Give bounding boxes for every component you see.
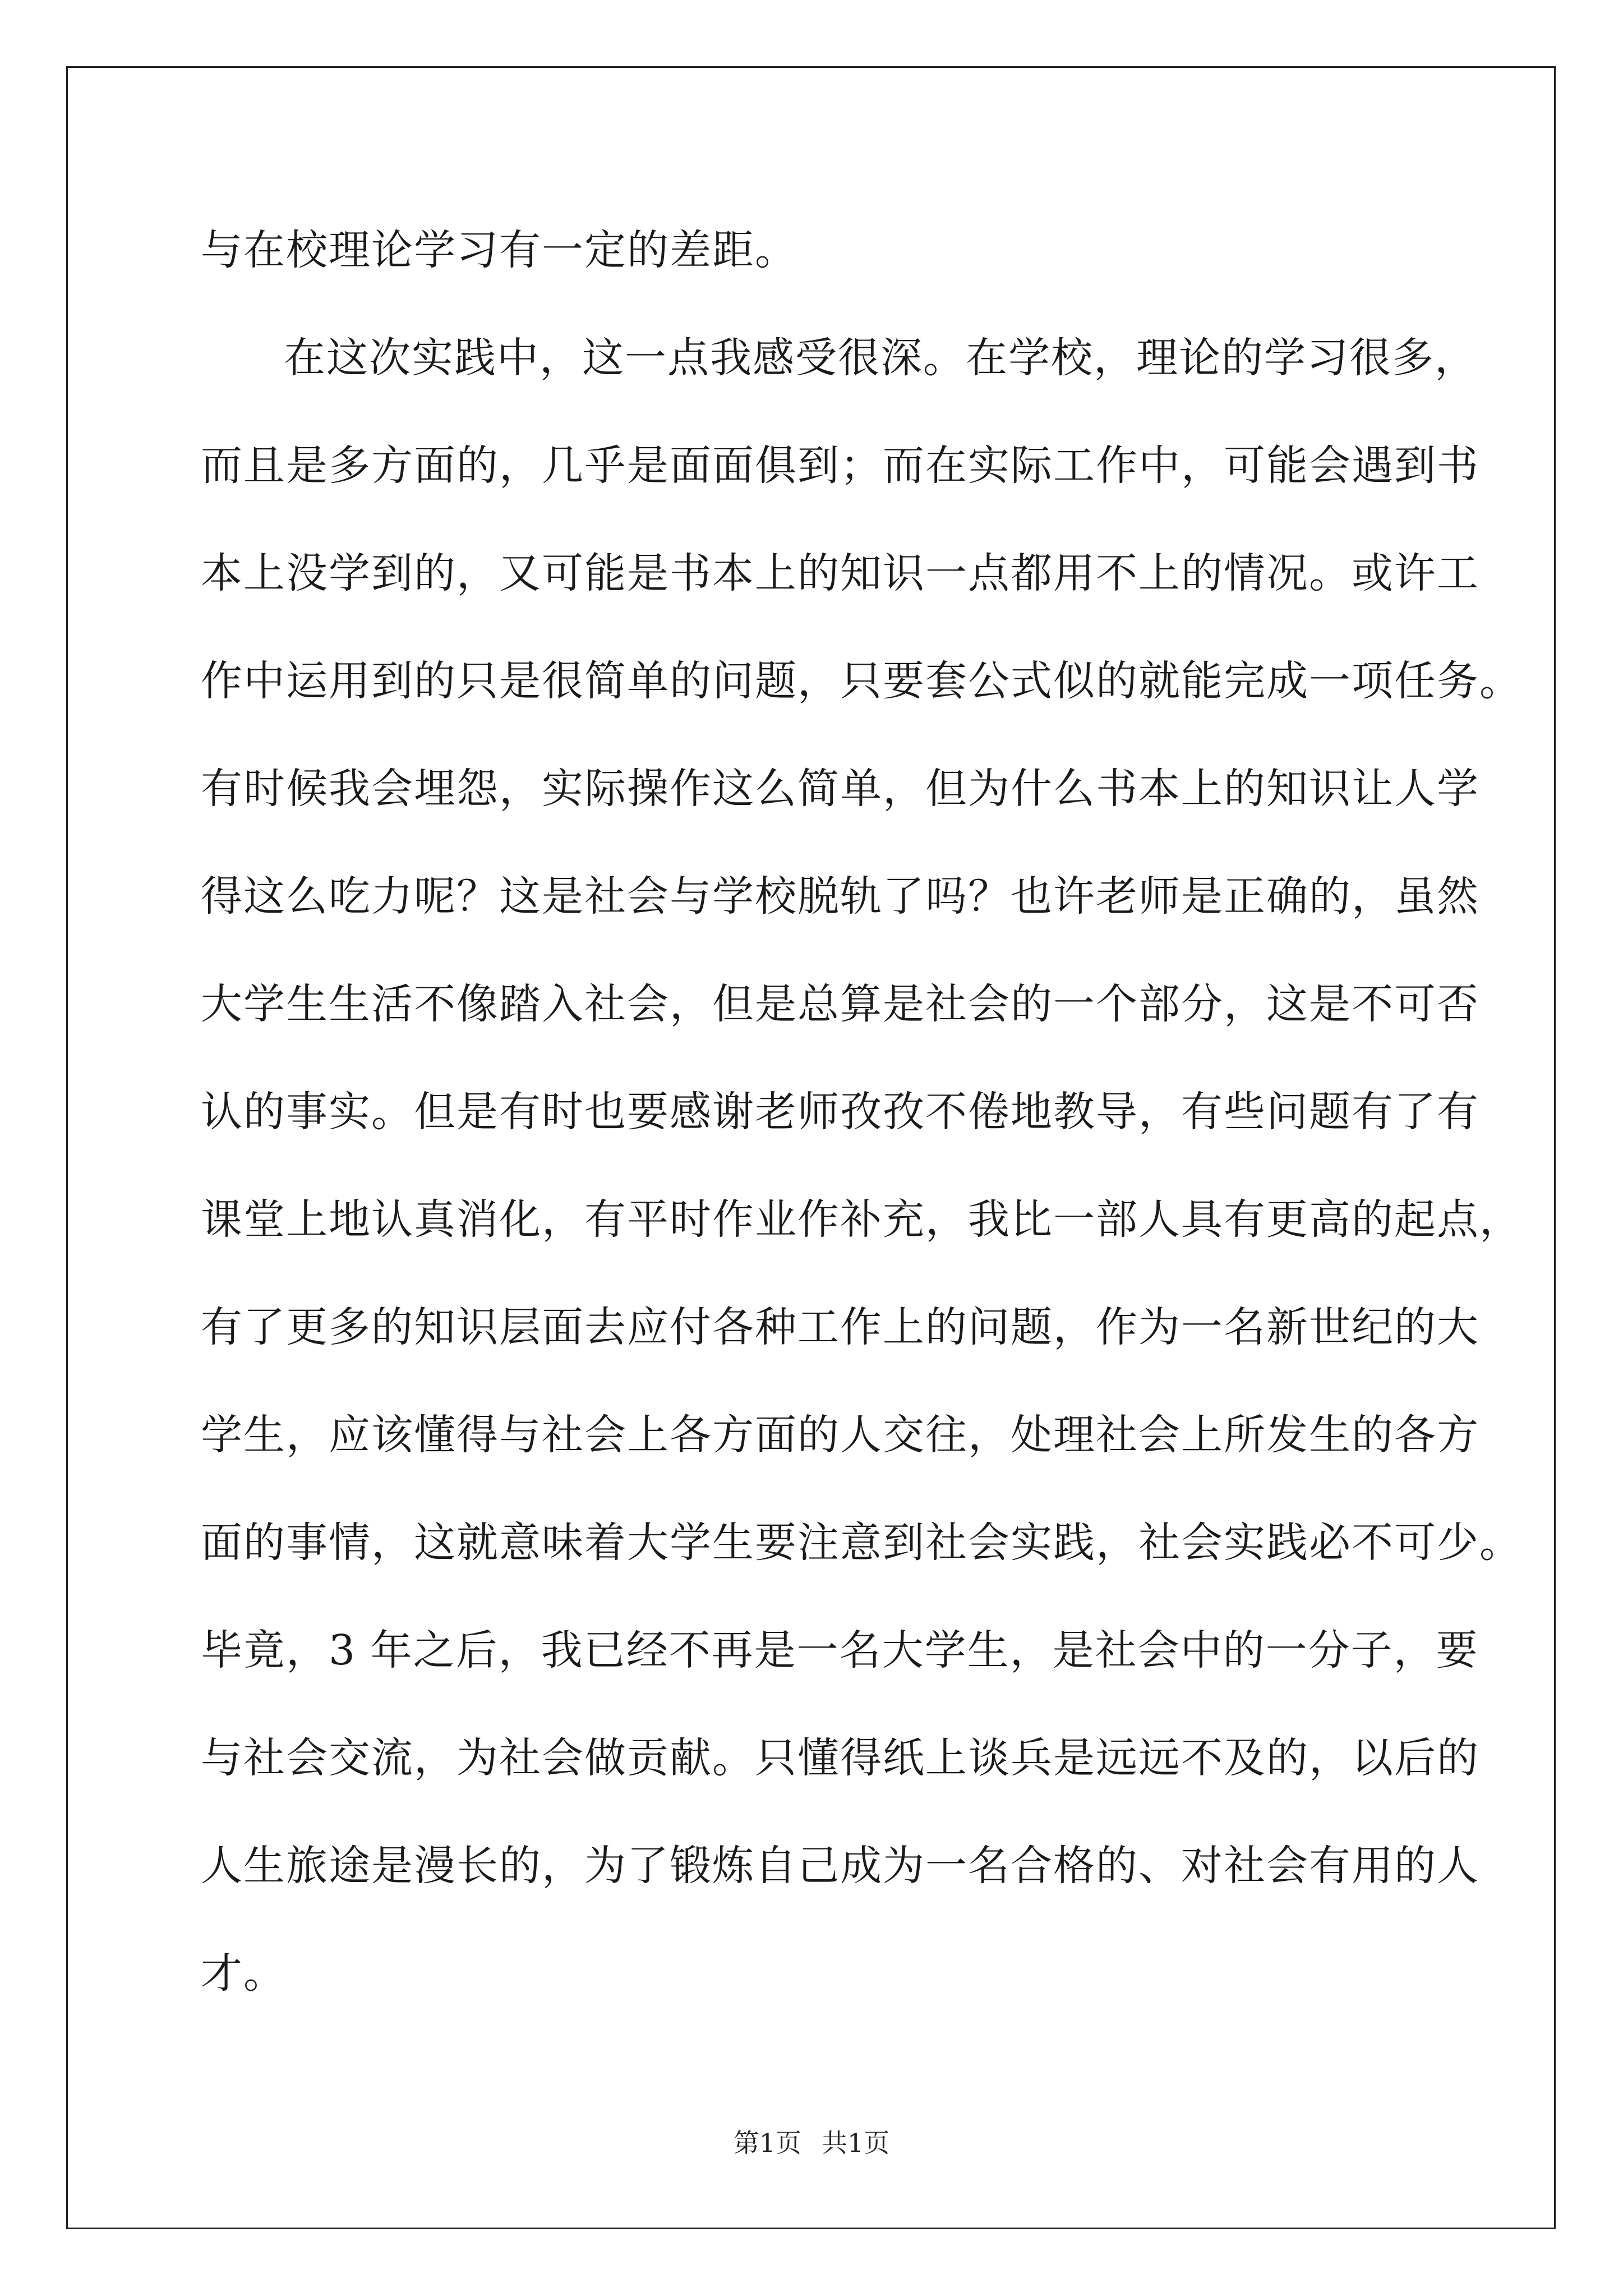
text-line: 学生，应该懂得与社会上各方面的人交往，处理社会上所发生的各方 xyxy=(201,1411,1479,1459)
page-total: 共1页 xyxy=(822,2128,890,2158)
document-body xyxy=(201,196,1522,2027)
text-line: 有时候我会埋怨，实际操作这么简单，但为什么书本上的知识让人学 xyxy=(201,765,1479,813)
text-line: 作中运用到的只是很简单的问题，只要套公式似的就能完成一项任务。 xyxy=(201,657,1522,705)
text-line: 与社会交流，为社会做贡献。只懂得纸上谈兵是远远不及的，以后的 xyxy=(201,1734,1479,1782)
text-line: 得这么吃力呢？这是社会与学校脱轨了吗？也许老师是正确的，虽然 xyxy=(201,872,1479,921)
text-line: 课堂上地认真消化，有平时作业作补充，我比一部人具有更高的起点， xyxy=(201,1195,1522,1244)
text-line: 面的事情，这就意味着大学生要注意到社会实践，社会实践必不可少。 xyxy=(201,1519,1522,1567)
text-line: 在这次实践中，这一点我感受很深。在学校，理论的学习很多， xyxy=(284,334,1477,382)
page-footer xyxy=(0,2126,1623,2160)
page-number: 第1页 xyxy=(733,2128,801,2158)
text-line: 而且是多方面的，几乎是面面俱到；而在实际工作中，可能会遇到书 xyxy=(201,441,1479,490)
text-line: 大学生生活不像踏入社会，但是总算是社会的一个部分，这是不可否 xyxy=(201,980,1479,1028)
text-line: 毕竟，3 年之后，我已经不再是一名大学生，是社会中的一分子，要 xyxy=(201,1626,1479,1674)
text-line: 认的事实。但是有时也要感谢老师孜孜不倦地教导，有些问题有了有 xyxy=(201,1088,1479,1136)
text-line: 与在校理论学习有一定的差距。 xyxy=(201,226,797,274)
text-line: 才。 xyxy=(201,1949,286,1998)
text-line: 人生旅途是漫长的，为了锻炼自己成为一名合格的、对社会有用的人 xyxy=(201,1842,1479,1890)
text-line: 有了更多的知识层面去应付各种工作上的问题，作为一名新世纪的大 xyxy=(201,1303,1479,1351)
text-line: 本上没学到的，又可能是书本上的知识一点都用不上的情况。或许工 xyxy=(201,549,1479,597)
